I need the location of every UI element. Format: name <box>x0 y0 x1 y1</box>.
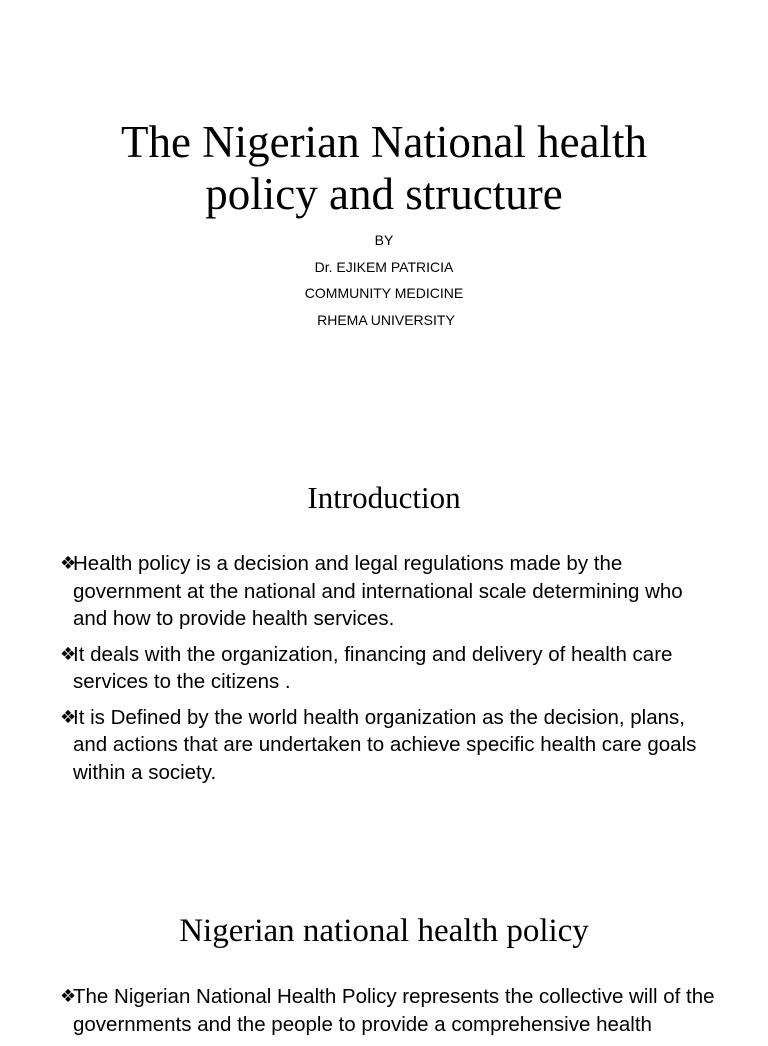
bullet-text: The Nigerian National Health Policy represents the collective will of the governments and the people to provide a comprehensive health <box>73 985 715 1036</box>
title-line-1: The Nigerian National health <box>120 117 648 167</box>
slide-title-page <box>0 0 768 420</box>
byline-by: BY <box>374 232 394 248</box>
author-byline <box>0 227 768 333</box>
title-line-2: policy and structure <box>205 169 563 219</box>
introduction-bullet-list <box>62 550 722 794</box>
bullet-text: Health policy is a decision and legal regulations made by the government at the national and international scale determining who and how to provide health services. <box>73 552 683 630</box>
national-health-policy-heading: Nigerian national health policy <box>179 913 589 949</box>
presentation-title <box>0 116 768 220</box>
list-item <box>62 641 722 696</box>
diamond-bullet-icon: ❖ <box>60 986 77 1006</box>
diamond-bullet-icon: ❖ <box>60 553 77 573</box>
list-item <box>62 983 722 1038</box>
bullet-text: It deals with the organization, financing and delivery of health care services to the citizens . <box>73 642 673 693</box>
introduction-heading: Introduction <box>307 480 461 515</box>
diamond-bullet-icon: ❖ <box>60 643 77 664</box>
byline-department: COMMUNITY MEDICINE <box>304 285 464 301</box>
list-item <box>62 704 722 787</box>
list-item <box>62 550 722 633</box>
bullet-text: It is Defined by the world health organization as the decision, plans, and actions that are undertaken to achieve specific health care goals within a society. <box>73 705 697 784</box>
diamond-bullet-icon: ❖ <box>60 706 77 727</box>
byline-author: Dr. EJIKEM PATRICIA <box>314 258 454 275</box>
byline-institution: RHEMA UNIVERSITY <box>313 311 455 328</box>
national-policy-bullet-list <box>62 983 722 1046</box>
